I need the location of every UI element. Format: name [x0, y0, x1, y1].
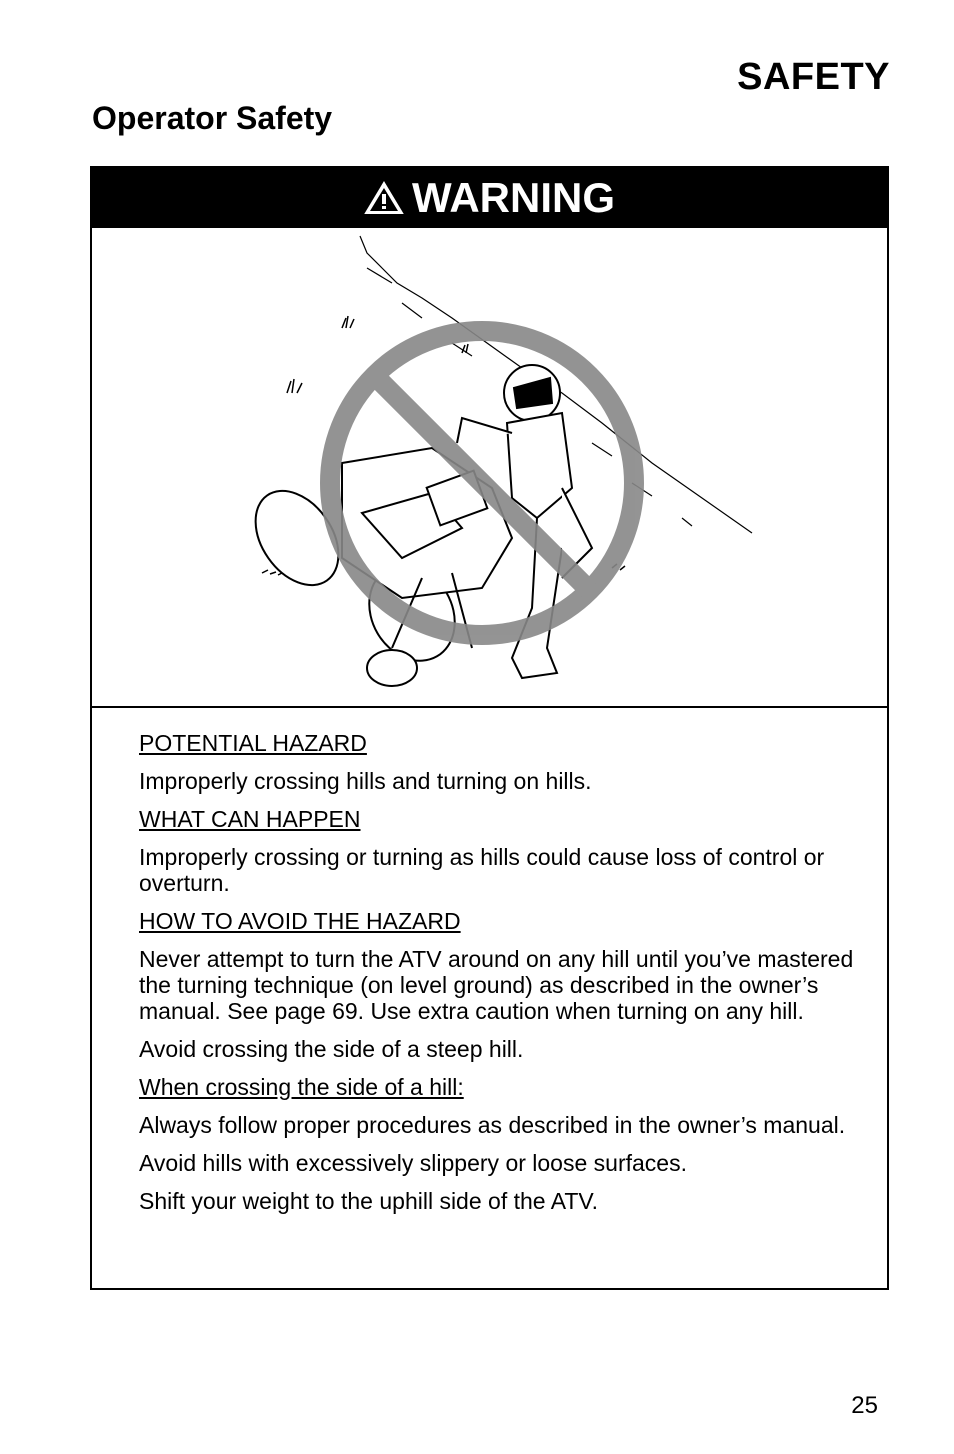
potential-hazard-heading: POTENTIAL HAZARD [139, 730, 367, 756]
hill-atv-illustration [92, 228, 887, 708]
potential-hazard-text: Improperly crossing hills and turning on hills. [139, 768, 592, 794]
warning-box [90, 166, 889, 1290]
warning-text [92, 708, 887, 1214]
warning-label: WARNING [412, 174, 615, 221]
section-title: SAFETY [737, 56, 890, 98]
warning-header [92, 168, 887, 228]
warning-triangle-icon [364, 181, 404, 215]
crossing-text-3: Shift your weight to the uphill side of the ATV. [139, 1188, 599, 1214]
how-to-avoid-text-2: Avoid crossing the side of a steep hill. [139, 1036, 524, 1062]
crossing-text-1: Always follow proper procedures as described in the owner’s manual. [139, 1112, 846, 1138]
subsection-title: Operator Safety [92, 100, 333, 136]
what-can-happen-text: Improperly crossing or turning as hills could cause loss of control or overturn. [139, 844, 825, 896]
crossing-heading: When crossing the side of a hill: [139, 1074, 464, 1100]
page-number: 25 [851, 1392, 878, 1419]
how-to-avoid-text-1: Never attempt to turn the ATV around on any hill until you’ve mastered the turning technique (on level ground) as described in the owner’s manual. See page 69. Use extra caution when turning on any hill. [139, 946, 854, 1024]
crossing-text-2: Avoid hills with excessively slippery or loose surfaces. [139, 1150, 687, 1176]
what-can-happen-heading: WHAT CAN HAPPEN [139, 806, 361, 832]
how-to-avoid-heading: HOW TO AVOID THE HAZARD [139, 908, 461, 934]
